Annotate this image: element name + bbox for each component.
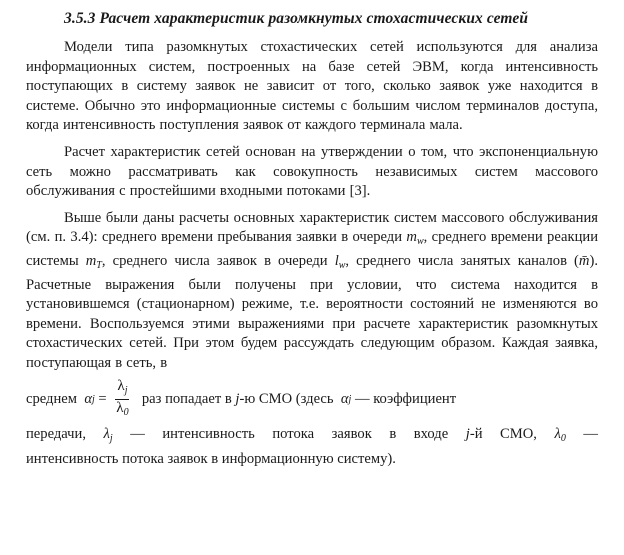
alpha-symbol: α [340, 390, 349, 407]
sub-w: w [416, 236, 424, 248]
formula-trail-1: раз попадает в [134, 390, 236, 407]
fraction-numerator: $\lambda_j$ [115, 378, 129, 400]
formula-trail-3: — коэффициент [351, 390, 457, 407]
sub-w: w [338, 259, 346, 271]
fraction [114, 378, 130, 421]
formula-line [26, 378, 598, 421]
var-l: l [334, 252, 339, 269]
formula-trail-2: -ю СМО (здесь [239, 390, 341, 407]
var-m-bar: m̄ [578, 252, 590, 269]
alpha-sub: j [91, 393, 95, 405]
text-line: интенсивность потока заявок в информационную систему). [26, 450, 396, 467]
fraction-denominator: $\lambda_0$ [116, 399, 129, 418]
lambda-symbol: λ [103, 425, 110, 442]
alpha-symbol: α [84, 390, 92, 407]
p3-text-1: Выше были даны расчеты основных характеристик систем массового обслуживания (см. п. 3.4): среднего времени пребывания заявки в очереди [26, 209, 598, 246]
p3-text-4: , среднего числа занятых каналов ( [345, 252, 579, 269]
paragraph-1: Модели типа разомкнутых стохастических сетей используются для анализа информационных систем, построенных на базе сетей ЭВМ, когда интенсивность поступающих в систему заявок не зависит от того, сколько заявок уже находится в системе. Обычно это информационные системы с большим числом терминалов доступа, когда интенсивность поступления заявок от каждого терминала мала. [26, 39, 598, 134]
paragraph-3 [26, 209, 598, 374]
p3-text-2: , среднего времени реакции системы [26, 229, 599, 269]
equals: = [94, 390, 111, 407]
paragraph-2: Расчет характеристик сетей основан на утверждении о том, что экспоненциальную сеть можно рассматривать как совокупность независимых систем массового обслуживания с простейшими входными потоками [3]. [26, 143, 598, 200]
var-m: m [406, 229, 417, 246]
formula-lead: среднем [26, 390, 85, 407]
sub-t: T [96, 259, 102, 271]
text-line: передачи, $\lambda_j$ — интенсивность потока заявок в входе j-й СМО, $\lambda_0$ — [26, 425, 598, 444]
var-j: j [465, 425, 470, 442]
lambda-symbol: λ [554, 425, 561, 442]
var-j: j [235, 390, 240, 407]
section-heading: 3.5.3 Расчет характеристик разомкнутых стохастических сетей [64, 10, 529, 27]
var-m: m [85, 252, 97, 269]
p3-text-5: ). Расчетные выражения были получены при условии, что система находится в установившемся (стационарном) режиме, т.е. вероятности состояний не изменяются во времени. Воспользуемся этими выражениями при расчете характеристик разомкнутых стохастических сетей. При этом будем рассуждать следующим образом. Каждая заявка, поступающая в сеть, в [26, 252, 598, 371]
alpha-sub: j [348, 393, 352, 405]
p3-text-3: , среднего числа заявок в очереди [101, 252, 335, 269]
